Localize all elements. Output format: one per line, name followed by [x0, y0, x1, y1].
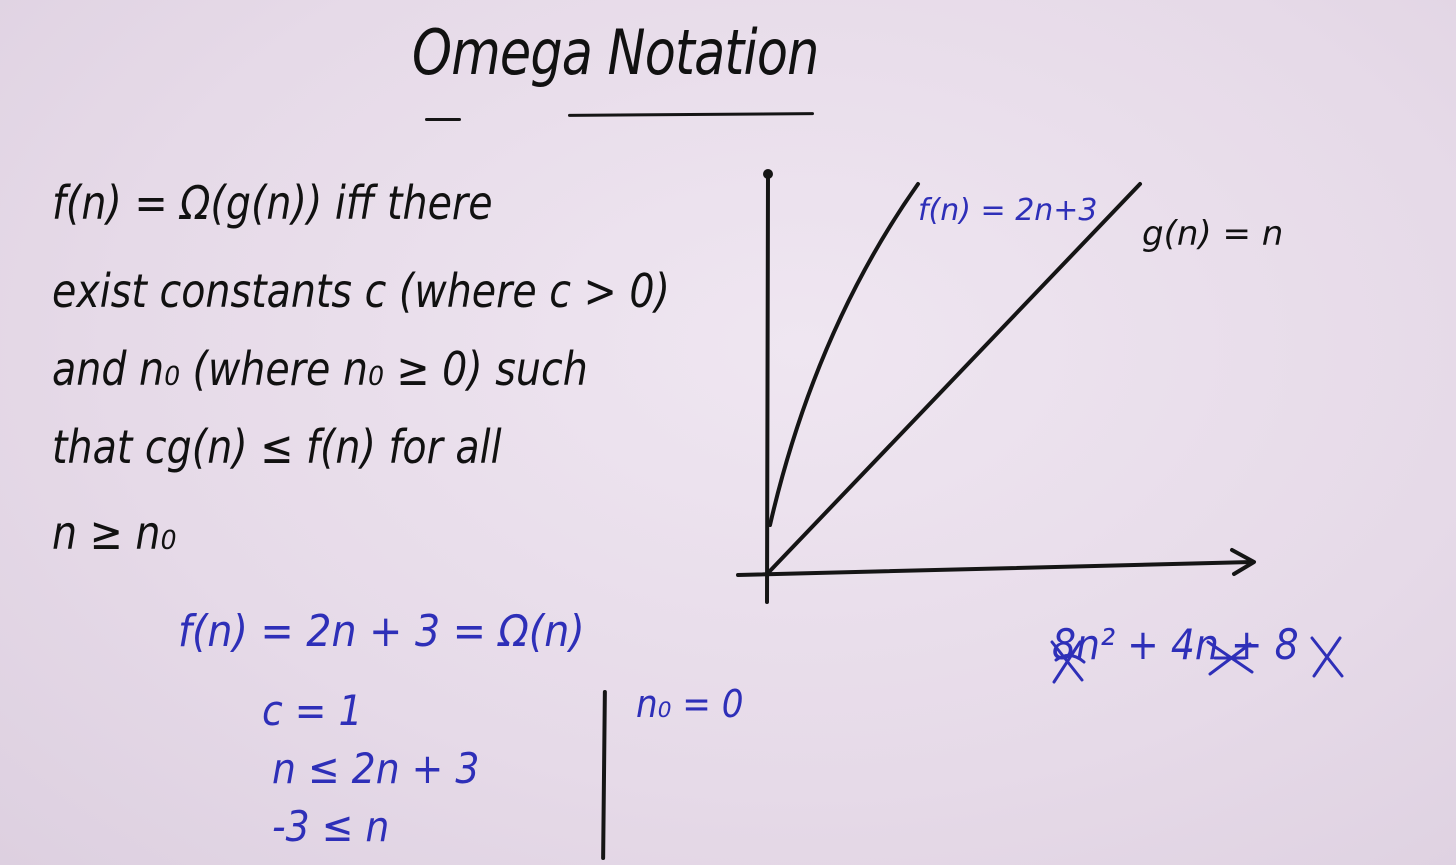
- y-axis-dot: [763, 169, 773, 179]
- example-inequality: n ≤ 2n + 3: [272, 744, 480, 793]
- definition-line-4: that cg(n) ≤ f(n) for all: [52, 420, 502, 474]
- f-label: f(n) = 2n+3: [918, 193, 1098, 228]
- example-divider: [601, 690, 607, 860]
- y-axis: [767, 174, 768, 602]
- f-curve: [770, 184, 918, 525]
- scribble-marks: [1040, 620, 1360, 700]
- title-underline: [568, 112, 814, 117]
- side-expression-body: n² + 4n + 8: [1076, 620, 1299, 669]
- definition-line-1: f(n) = Ω(g(n)) iff there: [52, 176, 493, 230]
- example-equation: f(n) = 2n + 3 = Ω(n): [178, 606, 585, 657]
- definition-line-3: and n₀ (where n₀ ≥ 0) such: [52, 342, 588, 396]
- growth-graph: [720, 160, 1360, 610]
- example-n0-value: n₀ = 0: [636, 682, 744, 726]
- definition-line-5: n ≥ n₀: [52, 506, 177, 560]
- example-c-value: c = 1: [262, 686, 363, 735]
- x-axis: [738, 562, 1252, 575]
- title-underline-dash: [425, 118, 461, 121]
- definition-line-2: exist constants c (where c > 0): [52, 264, 670, 318]
- g-line: [768, 184, 1140, 573]
- side-expression-coefficient: 8: [1052, 620, 1077, 669]
- g-label: g(n) = n: [1142, 214, 1284, 254]
- example-result: -3 ≤ n: [272, 802, 390, 851]
- page-title: Omega Notation: [412, 16, 819, 89]
